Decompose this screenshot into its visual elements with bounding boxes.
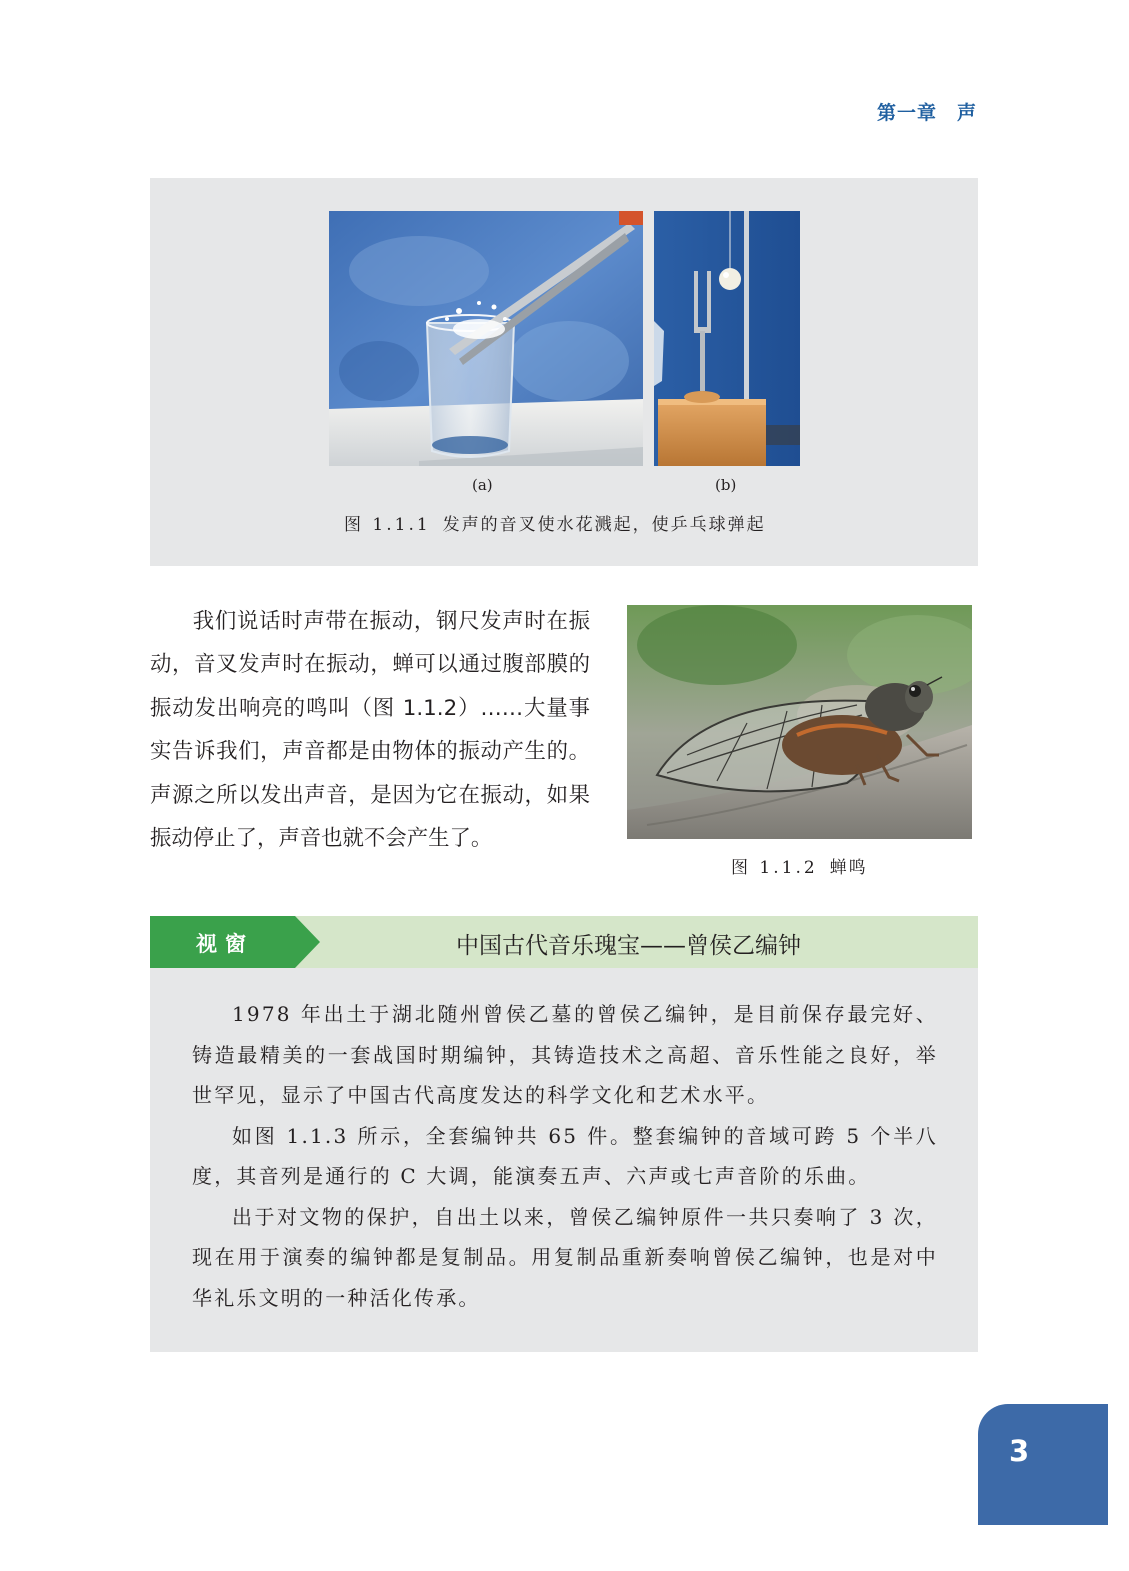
window-paragraph: 出于对文物的保护，自出土以来，曾侯乙编钟原件一共只奏响了 3 次，现在用于演奏的编钟都是复制品。用复制品重新奏响曾侯乙编钟，也是对中华礼乐文明的一种活化传承。 xyxy=(192,1204,938,1310)
page-number-tab xyxy=(978,1404,1108,1525)
running-header xyxy=(877,98,977,125)
cicada-figure-caption xyxy=(731,853,868,878)
figure-caption-text: 发声的音叉使水花溅起，使乒乓球弹起 xyxy=(442,515,766,535)
tuning-fork-water-photo xyxy=(329,211,643,466)
chapter-title: 声 xyxy=(956,102,977,124)
page-number: 3 xyxy=(1009,1434,1030,1468)
window-paragraph: 1978 年出土于湖北随州曾侯乙墓的曾侯乙编钟，是目前保存最完好、铸造最精美的一套战国时期编钟，其铸造技术之高超、音乐性能之良好，举世罕见，显示了中国古代高度发达的科学文化和艺术水平。 xyxy=(192,1002,938,1107)
cicada-figure-caption-text: 蝉鸣 xyxy=(829,858,868,878)
window-tag-label: 视窗 xyxy=(196,932,254,956)
subfigure-label-b: (b) xyxy=(715,476,737,494)
figure-panel xyxy=(150,178,978,566)
figure-caption xyxy=(344,510,766,535)
chapter-number: 第一章 xyxy=(876,102,937,124)
body-paragraph: 我们说话时声带在振动，钢尺发声时在振动，音叉发声时在振动，蝉可以通过腹部膜的振动发出响亮的鸣叫（图 1.1.2）……大量事实告诉我们，声音都是由物体的振动产生的。声源之所以发出声音，是因为它在振动，如果振动停止了，声音也就不会产生了。 xyxy=(150,609,590,852)
subfigure-label-a: (a) xyxy=(472,476,493,494)
figure-number: 图 1.1.1 xyxy=(344,515,431,535)
window-paragraph: 如图 1.1.3 所示，全套编钟共 65 件。整套编钟的音域可跨 5 个半八度，其音列是通行的 C 大调，能演奏五声、六声或七声音阶的乐曲。 xyxy=(192,1123,938,1188)
window-box-body xyxy=(150,968,978,1352)
window-box-title: 中国古代音乐瑰宝——曾侯乙编钟 xyxy=(456,933,801,959)
cicada-photo xyxy=(627,605,972,839)
tuning-fork-ball-photo xyxy=(654,211,800,466)
window-box-header xyxy=(150,916,978,968)
cicada-figure-number: 图 1.1.2 xyxy=(731,858,818,878)
window-box-text xyxy=(192,994,938,1318)
